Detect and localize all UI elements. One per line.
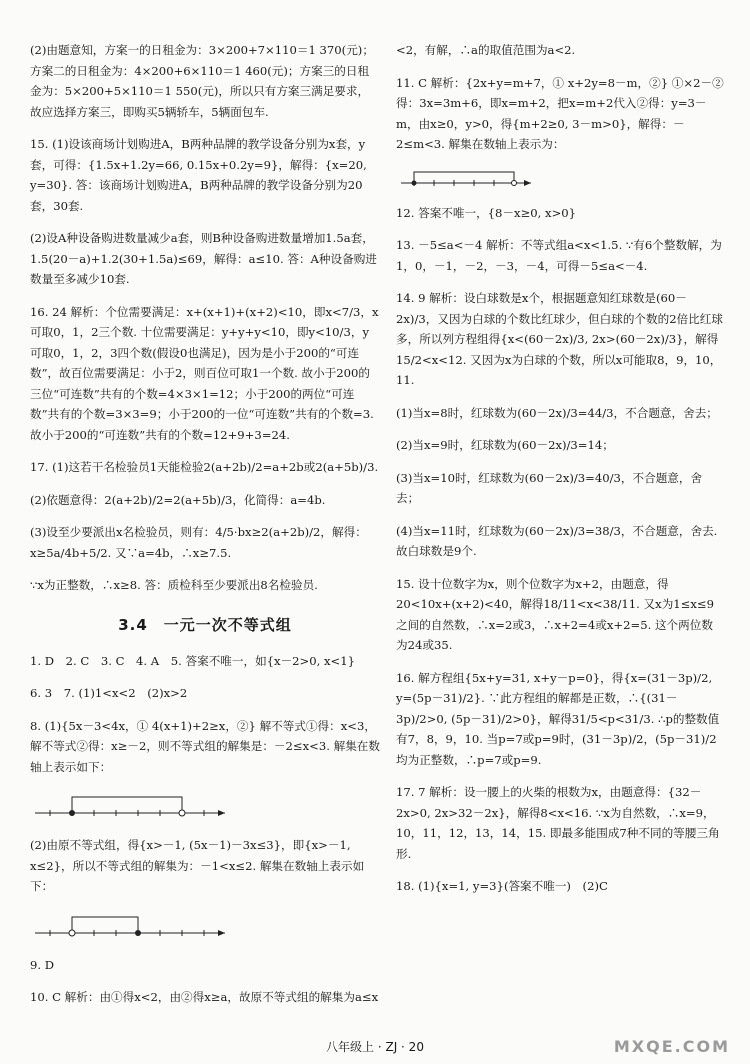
answer-block: (1)当x=8时，红球数为(60－2x)/3=44/3，不合题意，舍去；: [396, 405, 718, 420]
right-column: [396, 40, 724, 909]
number-line-diagram: [30, 789, 230, 825]
answer-block: 1. D 2. C 3. C 4. A 5. 答案不唯一，如{x－2>0, x<1}: [30, 653, 356, 668]
number-line-diagram: [396, 167, 536, 193]
page-footer: 八年级上 · ZJ · 20: [326, 1040, 424, 1054]
answer-block: 15. 设十位数字为x，则个位数字为x+2，由题意，得20<10x+(x+2)<40，解得18/11<x<38/11. 又x为1≤x≤9之间的自然数，∴x=2或3，∴x+2=4或x+2=5. 这个两位数为24或35.: [396, 576, 715, 652]
section-title: 3.4 一元一次不等式组: [118, 615, 292, 634]
answer-block: 14. 9 解析：设白球数是x个，根据题意知红球数是(60－2x)/3，又因为白球的个数比红球少，但白球的个数的2倍比红球多，所以列方程组得{x<(60－2x)/3, 2x>(60－2x)/3}，解得15/2<x<12. 又因为x为白球的个数，所以x可能取8，9，10，11.: [396, 291, 723, 387]
answer-block: 12. 答案不唯一，{8－x≥0, x>0}: [396, 205, 577, 220]
answer-block: (2)当x=9时，红球数为(60－2x)/3=14；: [396, 438, 614, 452]
answer-block: 15. (1)设该商场计划购进A，B两种品牌的教学设备分别为x套，y套，可得：{1.5x+1.2y=66, 0.15x+0.2y=9}，解得：{x=20, y=30}. 答：该商场计划购进A，B两种品牌的教学设备分别为20套，30套.: [30, 137, 367, 213]
answer-block: 16. 24 解析：个位需要满足：x+(x+1)+(x+2)<10，即x<7/3，x可取0，1，2三个数. 十位需要满足：y+y+y<10，即y<10/3，y可取0，1，2，3四个数(假设0也满足)，因为是小于200的“可连数”，故百位需要满足：小于2，则百位可取1一个数. 故小于200的三位“可连数”共有的个数=4×3×1=12；小于200的两位“可连数”共有的个数=3×3=9；小于200的一位“可连数”共有的个数=3. 故小于200的“可连数”共有的个数=12+9+3=24.: [30, 304, 379, 442]
watermark-logo: MXQE.COM: [613, 1037, 730, 1056]
answer-block: 17. (1)这若干名检验员1天能检验2(a+2b)/2=a+2b或2(a+5b)/3.: [30, 460, 379, 474]
answer-block: (2)由原不等式组，得{x>－1, (5x－1)－3x≤3}，即{x>－1, x≤2}，所以不等式组的解集为：－1<x≤2. 解集在数轴上表示如下：: [30, 838, 365, 893]
number-line-diagram: [30, 909, 230, 945]
answer-block: (3)当x=10时，红球数为(60－2x)/3=40/3，不合题意，舍去；: [396, 470, 703, 505]
answer-block: (2)设A种设备购进数量减少a套，则B种设备购进数量增加1.5a套，1.5(20－a)+1.2(30+1.5a)≤69，解得：a≤10. 答：A种设备购进数量至多减少10套.: [30, 231, 377, 286]
answer-block: 13. －5≤a<－4 解析：不等式组a<x<1.5. ∵有6个整数解，为1，0，－1，－2，－3，－4，可得－5≤a<－4.: [396, 238, 722, 273]
answer-block: (3)设至少要派出x名检验员，则有：4/5·bx≥2(a+2b)/2，解得：x≥5a/4b+5/2. 又∵a=4b，∴x≥7.5.: [30, 525, 367, 560]
answer-block: <2，有解，∴a的取值范围为a<2.: [396, 43, 576, 57]
answer-block: 9. D: [30, 957, 55, 972]
answer-block: 8. (1){5x－3<4x，① 4(x+1)+2≥x，②} 解不等式①得：x<3，解不等式②得：x≥－2，则不等式组的解集是：－2≤x<3. 解集在数轴上表示如下：: [30, 718, 380, 774]
answer-block: 16. 解方程组{5x+y=31, x+y－p=0}，得{x=(31－3p)/2, y=(5p－31)/2}. ∵此方程组的解都是正数，∴{(31－3p)/2>0, (5p－31)/2>0}，解得31/5<p<31/3. ∴p的整数值有7，8，9，10. 当p=7或p=9时，(31－3p)/2，(5p－31)/2均为正整数，∴p=7或p=9.: [396, 670, 720, 767]
answer-block: 17. 7 解析：设一腰上的火柴的根数为x，由题意得：{32－2x>0, 2x>32－2x}，解得8<x<16. ∵x为自然数，∴x=9，10，11，12，13，14，15. 即最多能围成7种不同的等腰三角形.: [396, 785, 720, 861]
left-column: [30, 40, 380, 1020]
answer-block: 11. C 解析：{2x+y=m+7，① x+2y=8－m，②} ①×2－②得：3x=3m+6，即x=m+2，把x=m+2代入②得：y=3－m，由x≥0，y>0，得{m+2≥0, 3－m>0}，解得：－2≤m<3. 解集在数轴上表示为：: [396, 75, 724, 151]
answer-block: (2)由题意知，方案一的日租金为：3×200+7×110＝1 370(元)；方案二的日租金为：4×200+6×110＝1 460(元)；方案三的日租金为：5×200+5×110＝1 550(元)，所以只有方案三满足要求，故应选择方案三，即购买5辆轿车，5辆面包车.: [30, 43, 374, 119]
answer-block: (4)当x=11时，红球数为(60－2x)/3=38/3，不合题意，舍去. 故白球数是9个.: [396, 523, 718, 558]
answer-block: ∵x为正整数，∴x≥8. 答：质检科至少要派出8名检验员.: [30, 578, 318, 592]
answer-block: 18. (1){x=1, y=3}(答案不唯一) (2)C: [396, 879, 608, 893]
answer-block: (2)依题意得：2(a+2b)/2=2(a+5b)/3，化简得：a=4b.: [30, 492, 326, 507]
answer-block: 10. C 解析：由①得x<2，由②得x≥a，故原不等式组的解集为a≤x: [30, 990, 379, 1004]
answer-block: 6. 3 7. (1)1<x<2 (2)x>2: [30, 686, 188, 700]
